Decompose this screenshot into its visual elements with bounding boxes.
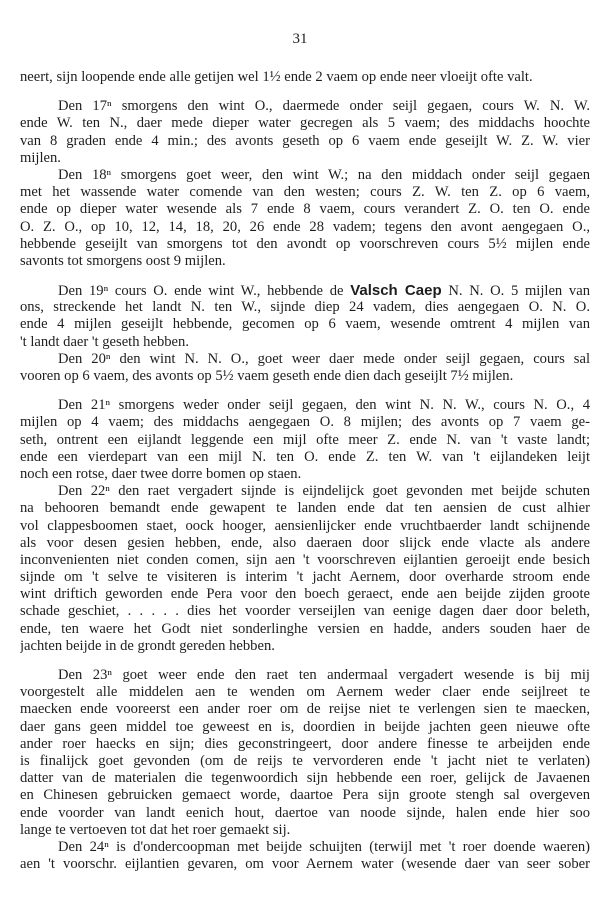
paragraph	[20, 839, 590, 873]
text-line: savonts tot smorgens oost 9 mijlen.	[20, 252, 226, 269]
text-line: inconvenienten niet conden comen, sijn aen 't voorschreven eijlantien geroeijt ende besich	[20, 551, 590, 568]
text-line: Den 24ⁿ is d'ondercoopman met beijde schuijten (terwijl met 't roer doende waeren)	[58, 838, 590, 855]
text-line: na behooren bemandt ende gewapent te landen ende dat ten aensien de cust alhier	[20, 500, 590, 517]
text-segment: Den 19ⁿ cours O. ende wint W., hebbende de	[58, 283, 351, 300]
paragraph	[20, 483, 590, 655]
text-line: Den 17ⁿ smorgens den wint O., daermede onder seijl gegaen, cours W. N. W.	[58, 98, 590, 115]
text-line: daer gans geen middel toe geweest en is, doordien in beijde jachten geen nieuwe ofte	[20, 718, 590, 735]
text-line: sijnde om 't selve te visiteren is interim 't jacht Aernem, door overharde stroom ende	[20, 569, 590, 586]
text-line: jachten beijde in de grondt gereden hebben.	[20, 637, 275, 654]
text-line: aen 't voorschr. eijlantien gevaren, om voor Aernem water (wesende daer van seer sober	[20, 856, 590, 873]
text-line: en Chinesen gebruicken gemaect worde, daartoe Pera sijn groote stengh sal overgeven	[20, 787, 590, 804]
text-line: Den 21ⁿ smorgens weder onder seijl gegaen, den wint N. N. W., cours N. O., 4	[58, 397, 590, 414]
page-number: 31	[292, 31, 308, 47]
text-line: ende W. ten N., daer mede dieper water gecregen als 5 vaem; des middachs hoochte	[20, 115, 590, 132]
text-line: wint driftich geworden ende Pera voor den boech geraect, ende aen beijde zijden groote	[20, 586, 590, 603]
text-line: noch een rotse, daer twee dorre bomen op staen.	[20, 465, 302, 482]
text-line: ende 4 mijlen geseijlt hebbende, gecomen op 6 vaem, wesende omtrent 4 mijlen van	[20, 316, 590, 333]
text-line: hebbende geseijlt van smorgens tot den avondt op voorschreven cours 5½ mijlen ende	[20, 235, 590, 252]
text-line: vooren op 6 vaem, des avonts op 5½ vaem geseth ende dien dach geseijlt 7½ mijlen.	[20, 368, 514, 384]
text-line: 't landt daer 't geseth hebben.	[20, 333, 189, 350]
text-line: maecken ende vooreerst een ander roer om de reijse niet te verlengen sien te maecken,	[20, 701, 590, 718]
paragraph	[20, 69, 590, 86]
text-line	[20, 282, 590, 299]
paragraph	[20, 667, 590, 839]
text-line: ende voorder van landt eenich hout, daertoe van noode sijnde, halen ende hier soo	[20, 804, 590, 821]
place-name: Valsch Caep	[350, 282, 442, 300]
text-line: seth, ontrent een eijlandt leggende een mijl ofte meer Z. ende N. van 't vaste landt;	[20, 431, 590, 448]
text-line: Den 20ⁿ den wint N. N. O., goet weer daer mede onder seijl gegaen, cours sal	[58, 350, 590, 367]
text-line: vol clappesboomen staet, oock hooger, aensienlijcker ende vruchtbaerder landt schijnende	[20, 517, 590, 534]
body-text	[20, 69, 590, 873]
text-line: lange te vertoeven tot dat het roer gemaekt sij.	[20, 821, 291, 838]
text-line: als voor desen gesien hebben, ende, also daeraen door slijck ende vlacte als andere	[20, 534, 590, 551]
text-line: Den 22ⁿ den raet vergadert sijnde is eijndelijck goet gevonden met beijde schuten	[58, 483, 590, 500]
paragraph	[20, 98, 590, 167]
text-segment: N. N. O. 5 mijlen van	[441, 283, 590, 300]
text-line: schade geschiet, . . . . . dies het voorder verseijlen van eenige dagen daer door beleth,	[20, 603, 590, 620]
paragraph	[20, 397, 590, 483]
text-line: Den 18ⁿ smorgens goet weer, den wint W.; na den middach onder seijl gegaen	[58, 166, 590, 183]
text-line: neert, sijn loopende ende alle getijen wel 1½ ende 2 vaem op ende neer vloeijt ofte valt.	[20, 69, 533, 85]
text-line: O. Z. O., op 10, 12, 14, 18, 20, 26 ende 28 vadem; tegens den avont aengegaen O.,	[20, 218, 590, 235]
text-line: ons, streckende het landt N. ten W., sijnde diep 24 vadem, dies aengegaen O. N. O.	[20, 299, 590, 316]
text-line: met het wassende water comende van den westen; cours Z. W. ten Z. op 6 vaem,	[20, 184, 590, 201]
text-line: Den 23ⁿ goet weer ende den raet ten andermaal vergadert wesende is bij mij	[58, 667, 590, 683]
text-line: is finalijck goet gevonden (om de reijs te vervorderen ende 't jacht niet te verlaten)	[20, 752, 590, 769]
text-line: ende een vierdepart van een mijl N. ten O. ende Z. ten W. van 't eijlandeken leijt	[20, 448, 590, 465]
text-line: ende, ten waere het Godt niet sonderlinghe versien en hadde, anders souden haer de	[20, 620, 590, 637]
text-line: ander roer haecks en sijn; dies geconstringeert, door andere finesse te arbeijden ende	[20, 735, 590, 752]
text-line: ende op dieper water wesende als 7 ende 8 vaem, cours verandert Z. O. ten O. ende	[20, 201, 590, 218]
paragraph	[20, 167, 590, 270]
text-line: van 8 graden ende 4 min.; des avonts geseth op 6 vaem ende geseijlt W. Z. W. vier	[20, 132, 590, 149]
paragraph	[20, 351, 590, 385]
text-line: datter van de materialen die tegenwoordich sijn hebbende een roer, gelijck de Javaenen	[20, 770, 590, 787]
paragraph	[20, 282, 590, 351]
text-line: voorgestelt alle middelen aen te wenden om Aernem weder claer ende seijlreet te	[20, 684, 590, 701]
text-line: mijlen op 4 vaem; des middachs aengegaen O. 8 mijlen; des avonts op 7 vaem ge-	[20, 414, 590, 431]
text-line: mijlen.	[20, 149, 61, 166]
